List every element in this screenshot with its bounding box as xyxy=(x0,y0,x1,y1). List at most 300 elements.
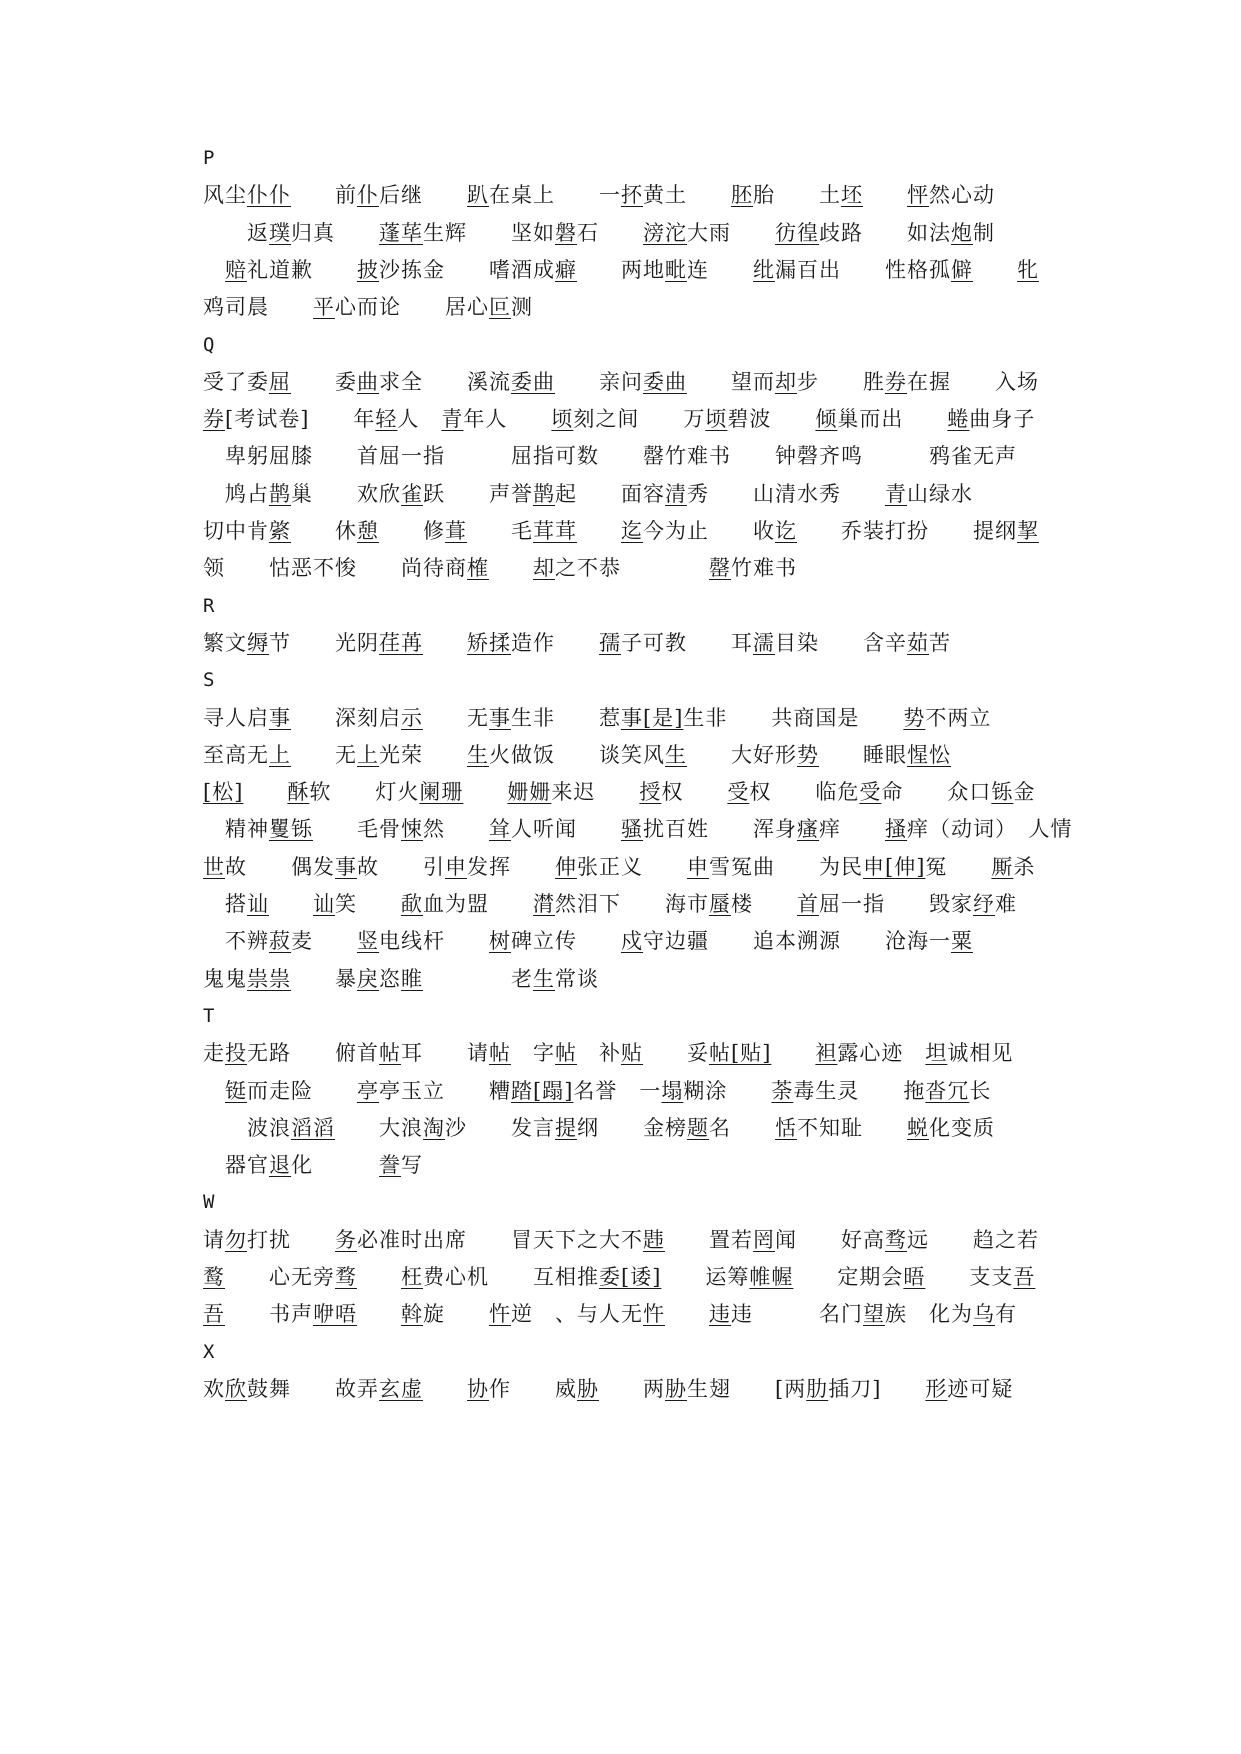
underlined-character: 胚 xyxy=(731,183,753,208)
underlined-character: 璞 xyxy=(269,220,291,245)
underlined-character: 蓬荜 xyxy=(379,220,423,245)
underlined-character: 滂沱 xyxy=(643,220,687,245)
underlined-character: 青 xyxy=(441,407,464,432)
text-segment: 亭玉立 糟 xyxy=(379,1078,511,1103)
text-segment: 名誉 一 xyxy=(573,1078,662,1103)
underlined-character: 生 xyxy=(467,742,489,767)
underlined-character: 忤 xyxy=(489,1302,511,1327)
underlined-character: 粟 xyxy=(951,929,973,954)
text-segment: 心而论 居心 xyxy=(335,295,489,320)
text-segment: 雪冤曲 为民 xyxy=(709,854,863,879)
text-segment: 光荣 xyxy=(379,742,467,767)
underlined-character: 胁 xyxy=(577,1376,599,1401)
underlined-character: 鹊 xyxy=(533,481,555,506)
section-letter-r: R xyxy=(203,594,215,617)
underlined-character: 趴 xyxy=(467,183,489,208)
text-segment: 两 xyxy=(599,1376,665,1401)
underlined-character: 竖 xyxy=(357,929,379,954)
text-segment: 权 临危 xyxy=(749,780,860,805)
underlined-character: 铄 xyxy=(991,780,1014,805)
text-segment: 置若 xyxy=(665,1227,753,1252)
text-segment: 命 众口 xyxy=(881,780,992,805)
underlined-character: 骛 xyxy=(885,1227,907,1252)
underlined-character: 披 xyxy=(357,257,379,282)
text-line xyxy=(203,1294,1063,1334)
text-segment: 故 引 xyxy=(357,854,445,879)
text-segment: 字 xyxy=(511,1041,555,1066)
underlined-character: 生 xyxy=(533,966,555,991)
underlined-character: 骛 xyxy=(335,1265,357,1289)
underlined-character: 耸 xyxy=(489,817,511,842)
underlined-character: 憩 xyxy=(357,519,379,543)
text-segment: 石 xyxy=(577,220,643,245)
underlined-character: 肋 xyxy=(806,1376,829,1401)
underlined-character: 帖 xyxy=(489,1041,511,1066)
underlined-character: 茹 xyxy=(907,630,929,655)
underlined-character: [松] xyxy=(203,780,244,805)
underlined-character: 却 xyxy=(775,369,797,394)
underlined-character: 矫揉 xyxy=(467,630,511,655)
text-line xyxy=(203,362,1063,402)
text-segment: 走 xyxy=(203,1041,225,1066)
text-line xyxy=(203,921,1063,961)
underlined-character: 乌 xyxy=(973,1302,995,1327)
text-segment: 人听闻 xyxy=(511,817,621,842)
text-segment: 痒 xyxy=(819,817,885,842)
text-line xyxy=(203,399,1063,439)
text-segment: 领 怙恶不悛 尚待商 xyxy=(203,556,467,581)
text-segment: 然泪下 海市 xyxy=(555,892,709,916)
text-segment: 后继 xyxy=(379,183,467,208)
section-letter-s: S xyxy=(203,669,215,692)
underlined-character: 濡 xyxy=(753,630,775,655)
text-segment: 作 威 xyxy=(489,1376,577,1401)
text-segment: 杀 xyxy=(1013,854,1036,879)
text-segment xyxy=(423,631,467,655)
underlined-character: 彷徨 xyxy=(775,220,819,245)
underlined-character: 罔 xyxy=(753,1227,775,1252)
text-segment: 胎 土 xyxy=(753,183,841,208)
underlined-character: 恬 xyxy=(775,1115,797,1140)
text-segment xyxy=(665,1302,709,1326)
text-segment: 软 灯火 xyxy=(309,780,420,805)
underlined-character: 罄 xyxy=(709,556,731,581)
underlined-character: 退 xyxy=(269,1153,291,1178)
text-segment: 火做饭 谈笑风 xyxy=(489,742,665,767)
text-segment: 暴 xyxy=(291,966,357,991)
underlined-character: 韪 xyxy=(643,1227,665,1252)
text-segment: 精神 xyxy=(203,817,269,842)
text-line xyxy=(203,511,1063,551)
underlined-character: 滔滔 xyxy=(291,1115,335,1140)
text-segment: 制 xyxy=(973,220,995,245)
text-segment: 生非 惹 xyxy=(511,705,621,730)
text-segment: 纲 金榜 xyxy=(577,1115,687,1140)
text-segment: 委 xyxy=(291,369,357,394)
underlined-character: 投 xyxy=(225,1041,247,1066)
underlined-character: 首 xyxy=(797,892,819,916)
text-line xyxy=(203,1220,1063,1260)
text-segment: 族 化为 xyxy=(885,1302,973,1327)
underlined-character: 迄 xyxy=(621,519,643,543)
text-segment: 化变质 xyxy=(929,1115,995,1140)
underlined-character: 毗 xyxy=(665,257,687,282)
underlined-character: 帷幄 xyxy=(749,1265,794,1289)
underlined-character: 望 xyxy=(863,1302,885,1327)
text-segment: 碧波 xyxy=(727,407,816,432)
text-segment: 漏百出 性格孤 xyxy=(775,257,951,282)
underlined-character: 姗姗 xyxy=(507,780,552,805)
text-segment: 休 xyxy=(291,519,357,543)
underlined-character: 玄虚 xyxy=(379,1376,423,1401)
underlined-character: 牝 xyxy=(1017,257,1039,282)
text-segment: 连 xyxy=(687,257,753,282)
underlined-character: 塌 xyxy=(661,1078,684,1103)
underlined-character: 券 xyxy=(203,407,225,432)
text-segment: 违 名门 xyxy=(731,1302,863,1327)
text-segment: 难 xyxy=(995,892,1017,916)
text-segment: 然心动 xyxy=(929,183,995,208)
underlined-character: 蜕 xyxy=(907,1115,929,1140)
text-line xyxy=(203,847,1063,887)
underlined-character: 坦 xyxy=(925,1041,948,1066)
underlined-character: 癖 xyxy=(555,257,577,282)
text-segment: 子可教 耳 xyxy=(621,630,753,655)
underlined-character: 骚 xyxy=(621,817,643,842)
underlined-character: 沓冗 xyxy=(925,1078,970,1103)
text-line xyxy=(203,735,1063,775)
underlined-character: 铤 xyxy=(225,1078,247,1103)
underlined-character: 授 xyxy=(639,780,662,805)
text-line xyxy=(203,1071,1063,1111)
text-segment: 扰百姓 浑身 xyxy=(643,817,797,842)
underlined-character: 斡 xyxy=(401,1302,423,1327)
underlined-character: 事 xyxy=(489,705,511,730)
underlined-character: 帖 xyxy=(379,1041,401,1066)
text-segment: 修 xyxy=(379,519,445,543)
text-segment: 生翅 [两 xyxy=(687,1376,807,1401)
underlined-character: 荼 xyxy=(771,1078,794,1103)
text-segment xyxy=(863,183,907,207)
underlined-character: 受 xyxy=(727,780,750,805)
underlined-character: 咿唔 xyxy=(313,1302,357,1327)
underlined-character: 亭 xyxy=(357,1078,379,1103)
text-segment: 乔装打扮 提纲 xyxy=(797,519,1017,543)
text-segment: 返 xyxy=(203,220,269,245)
underlined-character: 叵 xyxy=(489,295,511,320)
text-segment: 大雨 xyxy=(687,220,775,245)
underlined-character: 忤 xyxy=(643,1302,665,1327)
underlined-character: 树 xyxy=(489,929,511,954)
underlined-character: 仆仆 xyxy=(247,183,291,208)
text-segment: 深刻启 xyxy=(291,705,401,730)
text-segment: 求全 溪流 xyxy=(379,369,511,394)
underlined-character: 事 xyxy=(335,854,357,879)
underlined-character: 务 xyxy=(335,1227,357,1252)
text-line xyxy=(203,884,1063,924)
text-line xyxy=(203,250,1063,290)
underlined-character: 坯 xyxy=(841,183,863,208)
underlined-character: 阑珊 xyxy=(419,780,464,805)
underlined-character: 讫 xyxy=(775,519,797,543)
underlined-character: 吾 xyxy=(203,1302,225,1327)
text-segment xyxy=(771,1041,815,1065)
text-segment: 笑 xyxy=(335,892,401,916)
underlined-character: 炮 xyxy=(951,220,973,245)
text-segment: 刻之间 万 xyxy=(573,407,706,432)
text-line xyxy=(203,1257,1063,1297)
text-segment: 黄土 xyxy=(643,183,731,208)
text-segment: 旋 xyxy=(423,1302,489,1327)
text-segment xyxy=(423,1377,467,1401)
text-segment xyxy=(973,258,1017,282)
underlined-character: 协 xyxy=(467,1376,489,1401)
underlined-character: 示 xyxy=(401,705,423,730)
section-letter-q: Q xyxy=(203,333,215,356)
underlined-character: 伸 xyxy=(555,854,577,879)
section-letter-w: W xyxy=(203,1191,215,1214)
text-segment: 秀 山清水秀 xyxy=(687,481,885,506)
text-segment: 欢 xyxy=(203,1376,225,1401)
text-segment: 目染 含辛 xyxy=(775,630,907,655)
text-segment xyxy=(489,556,533,580)
text-segment: 毛骨 xyxy=(313,817,401,842)
underlined-character: 委曲 xyxy=(643,369,687,394)
underlined-character: 委[诿] xyxy=(599,1265,662,1289)
underlined-character: 上 xyxy=(357,742,379,767)
text-segment: 礼道歉 xyxy=(247,257,357,282)
underlined-character: 事 xyxy=(269,705,291,730)
text-segment: 寻人启 xyxy=(203,705,269,730)
underlined-character: 僻 xyxy=(951,257,973,282)
underlined-character: 菽 xyxy=(269,929,291,954)
text-segment: 张正义 xyxy=(577,854,687,879)
underlined-character: 纾 xyxy=(973,892,995,916)
underlined-character: 顷 xyxy=(705,407,728,432)
text-segment: 鬼鬼 xyxy=(203,966,247,991)
text-segment: 有 xyxy=(995,1302,1017,1327)
text-line xyxy=(203,698,1063,738)
text-segment: 定期会 xyxy=(793,1265,904,1289)
text-segment: 血为盟 xyxy=(423,892,533,916)
section-letter-p: P xyxy=(203,147,215,169)
text-segment: 屈一指 毁家 xyxy=(819,892,973,916)
text-segment: 无 xyxy=(423,705,489,730)
underlined-character: 踏[蹋] xyxy=(511,1078,574,1103)
text-segment: 心无旁 xyxy=(225,1265,335,1289)
underlined-character: 磐 xyxy=(555,220,577,245)
underlined-character: 讪 xyxy=(247,892,269,916)
text-segment: 请 xyxy=(203,1227,225,1252)
underlined-character: 孺 xyxy=(599,630,621,655)
text-segment: 化 xyxy=(291,1153,379,1178)
text-segment: 书声 xyxy=(225,1302,313,1327)
underlined-character: 贴 xyxy=(621,1041,643,1066)
section-letter-x: X xyxy=(203,1340,215,1363)
text-segment: 打扰 xyxy=(247,1227,335,1252)
text-segment: 名 xyxy=(709,1115,775,1140)
underlined-character: 勿 xyxy=(225,1227,247,1252)
text-segment: 插刀] xyxy=(828,1376,926,1401)
underlined-character: 潸 xyxy=(533,892,555,916)
text-segment: 在桌上 一 xyxy=(489,183,621,208)
underlined-character: 讪 xyxy=(313,892,335,916)
text-line xyxy=(203,548,1063,588)
underlined-character: 申 xyxy=(687,854,709,879)
underlined-character: 倾 xyxy=(815,407,838,432)
text-segment: 无路 俯首 xyxy=(247,1041,379,1066)
text-segment: 诚相见 xyxy=(947,1041,1014,1066)
underlined-character: 矍铄 xyxy=(269,817,313,842)
underlined-character: 挈 xyxy=(1017,519,1039,543)
text-segment: 远 趋之若 xyxy=(907,1227,1039,1252)
text-segment: 沙 发言 xyxy=(445,1115,555,1140)
underlined-character: 搔 xyxy=(885,817,907,842)
underlined-character: 晤 xyxy=(903,1265,926,1289)
underlined-character: 受 xyxy=(859,780,882,805)
text-segment xyxy=(243,780,287,804)
text-segment: 生辉 坚如 xyxy=(423,220,555,245)
underlined-character: 葺 xyxy=(445,519,467,543)
text-segment: 步 胜 xyxy=(797,369,885,394)
text-segment: 费心机 互相推 xyxy=(423,1265,599,1289)
text-line xyxy=(203,809,1073,849)
underlined-character: 蜷 xyxy=(947,407,970,432)
text-segment: 故 偶发 xyxy=(225,854,335,879)
text-segment: 亲问 xyxy=(555,369,643,394)
text-segment xyxy=(357,1265,401,1289)
text-line xyxy=(203,1033,1063,1073)
text-segment: 鼓舞 故弄 xyxy=(247,1376,379,1401)
text-segment: 巢 欢欣 xyxy=(291,481,401,506)
text-segment: 不辨 xyxy=(203,929,269,954)
underlined-character: 券 xyxy=(885,369,907,394)
underlined-character: 帖 xyxy=(555,1041,577,1066)
underlined-character: 惺忪 xyxy=(907,742,951,767)
underlined-character: 事[是] xyxy=(621,705,684,730)
underlined-character: 委曲 xyxy=(511,369,555,394)
underlined-character: 悚 xyxy=(401,817,423,842)
text-segment: 大好形 xyxy=(687,742,797,767)
underlined-character: 酥 xyxy=(287,780,310,805)
text-segment: 痒（动词） 人情 xyxy=(907,817,1073,842)
text-segment: 闻 好高 xyxy=(775,1227,885,1252)
text-segment: 耳 请 xyxy=(401,1041,489,1066)
underlined-character: 顷 xyxy=(551,407,574,432)
underlined-character: 雀 xyxy=(401,481,423,506)
underlined-character: 荏苒 xyxy=(379,630,423,655)
text-segment: 冤 xyxy=(925,854,992,879)
text-segment: 糊涂 xyxy=(683,1078,772,1103)
text-segment xyxy=(463,780,507,804)
underlined-character: 屈 xyxy=(269,369,291,394)
underlined-character: 缛 xyxy=(247,630,269,655)
underlined-character: 怦 xyxy=(907,183,929,208)
underlined-character: 枉 xyxy=(401,1265,423,1289)
text-line xyxy=(203,213,1063,253)
underlined-character: 曲 xyxy=(357,369,379,394)
text-segment: 睡眼 xyxy=(819,742,907,767)
text-segment: 测 xyxy=(511,295,533,320)
text-segment: 人 xyxy=(397,407,442,432)
text-segment: 前 xyxy=(291,183,357,208)
text-segment: 巢而出 xyxy=(837,407,948,432)
text-segment: 露心迹 xyxy=(837,1041,926,1066)
text-segment: 大浪 xyxy=(335,1115,423,1140)
text-segment: 逆 、与人无 xyxy=(511,1302,643,1327)
text-segment: 金 xyxy=(1013,780,1036,805)
underlined-character: 仆 xyxy=(357,183,379,208)
underlined-character: 抔 xyxy=(621,183,643,208)
text-segment: 麦 xyxy=(291,929,357,954)
text-segment xyxy=(203,1079,225,1103)
text-segment: 切中肯 xyxy=(203,519,269,543)
text-segment: 无 xyxy=(291,742,357,767)
underlined-character: 鹊 xyxy=(269,481,291,506)
text-segment: 节 光阴 xyxy=(269,630,379,655)
text-segment: 妥 xyxy=(643,1041,709,1066)
text-line xyxy=(203,1108,1063,1148)
text-segment: 苦 xyxy=(929,630,951,655)
text-line xyxy=(203,436,1063,476)
text-segment xyxy=(203,258,225,282)
text-segment: 起 面容 xyxy=(555,481,665,506)
text-segment: 造作 xyxy=(511,630,599,655)
text-line xyxy=(203,175,1063,215)
text-segment: 两地 xyxy=(577,257,665,282)
text-segment: 卑躬屈膝 首屈一指 屈指可数 罄竹难书 钟磬齐鸣 鸦雀无声 xyxy=(203,444,1017,469)
underlined-character: 申[伸] xyxy=(863,854,926,879)
text-segment: 权 xyxy=(661,780,728,805)
text-segment: 长 xyxy=(969,1078,992,1103)
text-segment: 不知耻 xyxy=(797,1115,907,1140)
underlined-character: 势 xyxy=(903,705,926,730)
section-letter-t: T xyxy=(203,1004,215,1027)
underlined-character: 违 xyxy=(709,1302,731,1327)
text-segment: 波浪 xyxy=(203,1115,291,1140)
text-segment: 毛 xyxy=(467,519,533,543)
text-line xyxy=(203,474,1063,514)
text-segment: 必准时出席 冒天下之大不 xyxy=(357,1227,643,1252)
underlined-character: 形 xyxy=(925,1376,948,1401)
text-segment: 鸠占 xyxy=(203,481,269,506)
text-segment: 年人 xyxy=(463,407,552,432)
underlined-character: 却 xyxy=(533,556,555,581)
underlined-character: 提 xyxy=(555,1115,577,1140)
underlined-character: 戍 xyxy=(621,929,643,954)
text-segment: 常谈 xyxy=(555,966,599,991)
underlined-character: 袒 xyxy=(815,1041,838,1066)
text-segment: 山绿水 xyxy=(907,481,973,506)
text-segment: 支支 xyxy=(925,1265,1014,1289)
text-segment xyxy=(577,519,621,543)
underlined-character: 纰 xyxy=(753,257,775,282)
text-line xyxy=(203,772,1063,812)
text-segment: 风尘 xyxy=(203,183,247,208)
text-segment: 繁文 xyxy=(203,630,247,655)
underlined-character: 清 xyxy=(665,481,687,506)
underlined-character: 誊 xyxy=(379,1153,401,1178)
underlined-character: 吾 xyxy=(1013,1265,1036,1289)
underlined-character: 帖[贴] xyxy=(709,1041,772,1066)
underlined-character: 势 xyxy=(797,742,819,767)
text-line xyxy=(203,1145,1063,1185)
underlined-character: 淘 xyxy=(423,1115,445,1140)
underlined-character: 青 xyxy=(885,481,907,506)
text-line xyxy=(203,287,1063,327)
text-segment: 运筹 xyxy=(661,1265,750,1289)
text-segment: 至高无 xyxy=(203,742,269,767)
